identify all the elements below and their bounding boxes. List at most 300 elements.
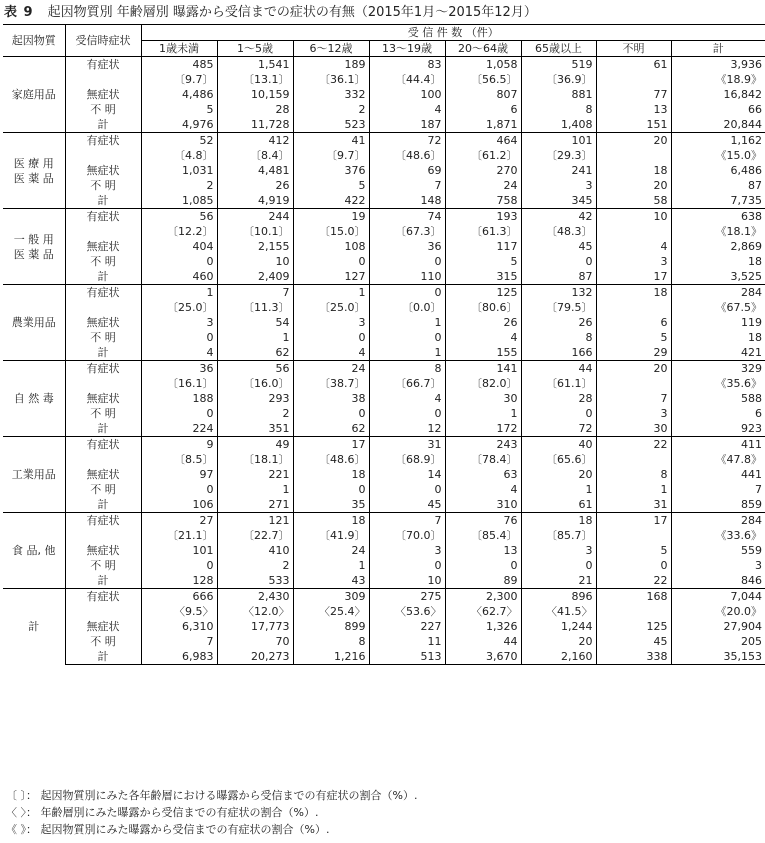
- count-cell: 26: [217, 178, 293, 193]
- count-cell: 3,525: [730, 270, 762, 283]
- count-cell: 45: [596, 634, 671, 649]
- data-table: [3, 24, 765, 665]
- count-cell: 4,919: [217, 193, 293, 209]
- count-cell: 19: [293, 209, 369, 225]
- count-cell: 243: [445, 437, 521, 453]
- row-total: [3, 421, 765, 437]
- count-cell: 63: [445, 467, 521, 482]
- percent-cell: 〔70.0〕: [369, 528, 445, 543]
- count-cell: 97: [141, 467, 217, 482]
- row-asymptomatic: [3, 619, 765, 634]
- symptom-label: 計: [65, 269, 141, 285]
- count-cell: 83: [369, 57, 445, 73]
- row-asymptomatic: [3, 87, 765, 102]
- count-cell: 4,481: [217, 163, 293, 178]
- count-cell: 117: [445, 239, 521, 254]
- count-cell: 87: [748, 179, 762, 192]
- count-cell: 106: [141, 497, 217, 513]
- count-cell: 0: [141, 482, 217, 497]
- count-cell: 3: [596, 406, 671, 421]
- row-symptomatic: [3, 209, 765, 225]
- count-cell: 4: [445, 330, 521, 345]
- count-cell: 7: [369, 513, 445, 529]
- symptom-label: 有症状: [65, 209, 141, 225]
- row-total: [3, 345, 765, 361]
- count-cell: 422: [293, 193, 369, 209]
- count-cell: 271: [217, 497, 293, 513]
- symptom-label: [65, 452, 141, 467]
- count-cell: 0: [369, 285, 445, 301]
- count-cell: 38: [293, 391, 369, 406]
- symptom-label: 不 明: [65, 102, 141, 117]
- header-age-col: 65歳以上: [521, 41, 596, 57]
- count-cell: 758: [445, 193, 521, 209]
- symptom-label: 無症状: [65, 239, 141, 254]
- percent-cell: 〔9.7〕: [141, 72, 217, 87]
- count-cell: 24: [293, 361, 369, 377]
- count-cell: 3: [369, 543, 445, 558]
- count-cell: 881: [521, 87, 596, 102]
- percent-cell: 《20.0》: [715, 605, 762, 618]
- count-cell: 128: [141, 573, 217, 589]
- count-cell: 5: [293, 178, 369, 193]
- count-cell: 14: [369, 467, 445, 482]
- percent-cell: 〔36.1〕: [293, 72, 369, 87]
- count-cell: 20: [596, 178, 671, 193]
- count-cell: 1: [445, 406, 521, 421]
- percent-cell: 〔25.0〕: [293, 300, 369, 315]
- count-cell: 30: [596, 421, 671, 437]
- count-cell: 1,031: [141, 163, 217, 178]
- percent-cell: 〔65.6〕: [521, 452, 596, 467]
- row-asymptomatic: [3, 315, 765, 330]
- symptom-label: 不 明: [65, 634, 141, 649]
- count-cell: 77: [596, 87, 671, 102]
- count-cell: 17,773: [217, 619, 293, 634]
- count-cell: 20,844: [723, 118, 762, 131]
- count-cell: 22: [596, 573, 671, 589]
- count-cell: 0: [521, 254, 596, 269]
- count-cell: 62: [217, 345, 293, 361]
- percent-cell: 〔36.9〕: [521, 72, 596, 87]
- percent-cell: 〔56.5〕: [445, 72, 521, 87]
- row-symptomatic: [3, 285, 765, 301]
- row-unknown: [3, 102, 765, 117]
- header-age-col: 20～64歳: [445, 41, 521, 57]
- symptom-label: [65, 224, 141, 239]
- symptom-label: 無症状: [65, 467, 141, 482]
- count-cell: 26: [521, 315, 596, 330]
- symptom-label: 不 明: [65, 406, 141, 421]
- count-cell: 76: [445, 513, 521, 529]
- count-cell: 666: [141, 589, 217, 605]
- count-cell: 4,976: [141, 117, 217, 133]
- count-cell: 638: [671, 209, 765, 225]
- row-total: [3, 269, 765, 285]
- count-cell: 241: [521, 163, 596, 178]
- count-cell: 5: [596, 543, 671, 558]
- count-cell: 54: [217, 315, 293, 330]
- count-cell: 2,430: [217, 589, 293, 605]
- symptom-label: 無症状: [65, 391, 141, 406]
- row-percentage: [3, 376, 765, 391]
- count-cell: 155: [445, 345, 521, 361]
- count-cell: 18: [293, 513, 369, 529]
- percent-cell: 〔78.4〕: [445, 452, 521, 467]
- count-cell: 3: [521, 543, 596, 558]
- count-cell: 42: [521, 209, 596, 225]
- symptom-label: [65, 148, 141, 163]
- header-age-col: 6～12歳: [293, 41, 369, 57]
- count-cell: 188: [141, 391, 217, 406]
- row-symptomatic: [3, 513, 765, 529]
- percent-cell: 〔10.1〕: [217, 224, 293, 239]
- count-cell: 4,486: [141, 87, 217, 102]
- row-total: [3, 649, 765, 665]
- percent-cell: 〔18.1〕: [217, 452, 293, 467]
- count-cell: 412: [217, 133, 293, 149]
- count-cell: 27,904: [723, 620, 762, 633]
- count-cell: 49: [217, 437, 293, 453]
- count-cell: 3: [596, 254, 671, 269]
- count-cell: 1: [293, 285, 369, 301]
- row-symptomatic: [3, 589, 765, 605]
- header-age-col: 1～5歳: [217, 41, 293, 57]
- count-cell: 10: [217, 254, 293, 269]
- percent-cell: 〔61.2〕: [445, 148, 521, 163]
- symptom-label: 有症状: [65, 285, 141, 301]
- header-age-col: 不明: [596, 41, 671, 57]
- count-cell: 1,162: [671, 133, 765, 149]
- count-cell: 7: [369, 178, 445, 193]
- substance-category: 家庭用品: [3, 57, 65, 133]
- count-cell: 10: [369, 573, 445, 589]
- row-percentage: [3, 452, 765, 467]
- substance-category: 計: [3, 589, 65, 665]
- percent-cell: 〔48.6〕: [369, 148, 445, 163]
- count-cell: 6,983: [141, 649, 217, 665]
- count-cell: 519: [521, 57, 596, 73]
- count-cell: 12: [369, 421, 445, 437]
- row-symptomatic: [3, 133, 765, 149]
- count-cell: 5: [596, 330, 671, 345]
- count-cell: 13: [445, 543, 521, 558]
- count-cell: 44: [445, 634, 521, 649]
- count-cell: 404: [141, 239, 217, 254]
- count-cell: 6: [755, 407, 762, 420]
- row-unknown: [3, 558, 765, 573]
- percent-cell: 〔44.4〕: [369, 72, 445, 87]
- count-cell: 513: [369, 649, 445, 665]
- count-cell: 7: [755, 483, 762, 496]
- symptom-label: 無症状: [65, 315, 141, 330]
- percent-cell: 〈9.5〉: [141, 604, 217, 619]
- count-cell: 8: [596, 467, 671, 482]
- percent-cell: 《18.9》: [715, 73, 762, 86]
- percent-cell: 〔8.5〕: [141, 452, 217, 467]
- count-cell: 7: [596, 391, 671, 406]
- symptom-label: 計: [65, 649, 141, 665]
- count-cell: 87: [521, 269, 596, 285]
- row-unknown: [3, 254, 765, 269]
- count-cell: 275: [369, 589, 445, 605]
- count-cell: 56: [217, 361, 293, 377]
- count-cell: 8: [521, 330, 596, 345]
- count-cell: 20,273: [217, 649, 293, 665]
- count-cell: 30: [445, 391, 521, 406]
- count-cell: 61: [596, 57, 671, 73]
- count-cell: 351: [217, 421, 293, 437]
- count-cell: 70: [217, 634, 293, 649]
- count-cell: 29: [596, 345, 671, 361]
- count-cell: 101: [141, 543, 217, 558]
- count-cell: 72: [521, 421, 596, 437]
- count-cell: 11: [369, 634, 445, 649]
- symptom-label: 有症状: [65, 57, 141, 73]
- count-cell: 1,408: [521, 117, 596, 133]
- count-cell: 121: [217, 513, 293, 529]
- count-cell: 119: [741, 316, 762, 329]
- header-age-col: 13～19歳: [369, 41, 445, 57]
- percent-cell: 《67.5》: [715, 301, 762, 314]
- count-cell: 523: [293, 117, 369, 133]
- count-cell: 441: [741, 468, 762, 481]
- count-cell: 3,936: [671, 57, 765, 73]
- count-cell: 2,155: [217, 239, 293, 254]
- percent-cell: 〔80.6〕: [445, 300, 521, 315]
- count-cell: 4: [141, 345, 217, 361]
- count-cell: 10: [596, 209, 671, 225]
- symptom-label: 無症状: [65, 163, 141, 178]
- percent-cell: [596, 300, 671, 315]
- count-cell: 18: [748, 331, 762, 344]
- count-cell: 533: [217, 573, 293, 589]
- row-percentage: [3, 224, 765, 239]
- count-cell: 1: [217, 330, 293, 345]
- count-cell: 244: [217, 209, 293, 225]
- percent-cell: 〔4.8〕: [141, 148, 217, 163]
- substance-category: 農業用品: [3, 285, 65, 361]
- percent-cell: 〔16.0〕: [217, 376, 293, 391]
- count-cell: 376: [293, 163, 369, 178]
- row-percentage: [3, 72, 765, 87]
- symptom-label: [65, 72, 141, 87]
- percent-cell: 《18.1》: [715, 225, 762, 238]
- substance-category: 一 般 用 医 薬 品: [3, 209, 65, 285]
- count-cell: 1: [369, 315, 445, 330]
- percent-cell: 〔25.0〕: [141, 300, 217, 315]
- percent-cell: 〔11.3〕: [217, 300, 293, 315]
- count-cell: 66: [748, 103, 762, 116]
- count-cell: 7,044: [671, 589, 765, 605]
- percent-cell: 〔15.0〕: [293, 224, 369, 239]
- count-cell: 18: [596, 285, 671, 301]
- count-cell: 141: [445, 361, 521, 377]
- count-cell: 5: [445, 254, 521, 269]
- percent-cell: 〔67.3〕: [369, 224, 445, 239]
- percent-cell: 〈53.6〉: [369, 604, 445, 619]
- symptom-label: 不 明: [65, 482, 141, 497]
- symptom-label: 計: [65, 193, 141, 209]
- percent-cell: [596, 452, 671, 467]
- symptom-label: 有症状: [65, 361, 141, 377]
- count-cell: 224: [141, 421, 217, 437]
- count-cell: 43: [293, 573, 369, 589]
- table-title-text: 起因物質別 年齢層別 曝露から受信までの症状の有無（2015年1月～2015年12月）: [47, 5, 537, 20]
- symptom-label: 計: [65, 497, 141, 513]
- count-cell: 8: [369, 361, 445, 377]
- count-cell: 7,735: [730, 194, 762, 207]
- count-cell: 2,300: [445, 589, 521, 605]
- count-cell: 132: [521, 285, 596, 301]
- percent-cell: 〈12.0〉: [217, 604, 293, 619]
- count-cell: 1: [217, 482, 293, 497]
- row-percentage: [3, 528, 765, 543]
- symptom-label: 有症状: [65, 513, 141, 529]
- header-substance: 起因物質: [3, 25, 65, 57]
- count-cell: 329: [671, 361, 765, 377]
- table-title: [4, 3, 537, 23]
- percent-cell: 《33.6》: [715, 529, 762, 542]
- count-cell: 17: [596, 513, 671, 529]
- count-cell: 2,869: [730, 240, 762, 253]
- count-cell: 21: [521, 573, 596, 589]
- count-cell: 4: [369, 102, 445, 117]
- count-cell: 148: [369, 193, 445, 209]
- count-cell: 332: [293, 87, 369, 102]
- count-cell: 20: [521, 467, 596, 482]
- header-group-title: 受 信 件 数 （件）: [141, 25, 765, 41]
- count-cell: 193: [445, 209, 521, 225]
- row-percentage: [3, 604, 765, 619]
- count-cell: 89: [445, 573, 521, 589]
- count-cell: 24: [293, 543, 369, 558]
- count-cell: 6,486: [730, 164, 762, 177]
- row-symptomatic: [3, 57, 765, 73]
- count-cell: 2: [141, 178, 217, 193]
- count-cell: 58: [596, 193, 671, 209]
- count-cell: 421: [741, 346, 762, 359]
- count-cell: 309: [293, 589, 369, 605]
- count-cell: 0: [521, 558, 596, 573]
- symptom-label: 不 明: [65, 558, 141, 573]
- symptom-label: 計: [65, 117, 141, 133]
- count-cell: 35: [293, 497, 369, 513]
- percent-cell: [596, 528, 671, 543]
- percent-cell: 〔48.6〕: [293, 452, 369, 467]
- count-cell: 315: [445, 269, 521, 285]
- count-cell: 0: [369, 254, 445, 269]
- symptom-label: 計: [65, 345, 141, 361]
- row-total: [3, 497, 765, 513]
- percent-cell: 〈41.5〉: [521, 604, 596, 619]
- count-cell: 62: [293, 421, 369, 437]
- count-cell: 22: [596, 437, 671, 453]
- percent-cell: 〔61.3〕: [445, 224, 521, 239]
- percent-cell: 〔9.7〕: [293, 148, 369, 163]
- count-cell: 923: [741, 422, 762, 435]
- footnote: 〈 〉： 年齢層別にみた曝露から受信までの有症状の割合（%）.: [6, 806, 319, 819]
- count-cell: 1: [521, 482, 596, 497]
- count-cell: 1,058: [445, 57, 521, 73]
- count-cell: 1,216: [293, 649, 369, 665]
- percent-cell: 〔61.1〕: [521, 376, 596, 391]
- count-cell: 0: [369, 558, 445, 573]
- count-cell: 127: [293, 269, 369, 285]
- count-cell: 4: [293, 345, 369, 361]
- percent-cell: [596, 376, 671, 391]
- count-cell: 6,310: [141, 619, 217, 634]
- row-asymptomatic: [3, 391, 765, 406]
- count-cell: 18: [521, 513, 596, 529]
- count-cell: 20: [596, 133, 671, 149]
- count-cell: 18: [748, 255, 762, 268]
- count-cell: 411: [671, 437, 765, 453]
- count-cell: 221: [217, 467, 293, 482]
- percent-cell: 〔85.4〕: [445, 528, 521, 543]
- percent-cell: 《15.0》: [715, 149, 762, 162]
- row-unknown: [3, 482, 765, 497]
- count-cell: 36: [369, 239, 445, 254]
- count-cell: 40: [521, 437, 596, 453]
- count-cell: 0: [293, 482, 369, 497]
- count-cell: 293: [217, 391, 293, 406]
- count-cell: 2,160: [521, 649, 596, 665]
- count-cell: 24: [445, 178, 521, 193]
- count-cell: 859: [741, 498, 762, 511]
- count-cell: 45: [369, 497, 445, 513]
- count-cell: 3: [141, 315, 217, 330]
- symptom-label: [65, 528, 141, 543]
- count-cell: 0: [141, 406, 217, 421]
- percent-cell: 〔29.3〕: [521, 148, 596, 163]
- count-cell: 0: [369, 482, 445, 497]
- row-total: [3, 573, 765, 589]
- count-cell: 2,409: [217, 269, 293, 285]
- substance-category: 自 然 毒: [3, 361, 65, 437]
- percent-cell: [596, 604, 671, 619]
- count-cell: 27: [141, 513, 217, 529]
- count-cell: 11,728: [217, 117, 293, 133]
- row-unknown: [3, 634, 765, 649]
- count-cell: 28: [217, 102, 293, 117]
- count-cell: 9: [141, 437, 217, 453]
- row-unknown: [3, 406, 765, 421]
- count-cell: 8: [521, 102, 596, 117]
- substance-category: 医 療 用 医 薬 品: [3, 133, 65, 209]
- count-cell: 345: [521, 193, 596, 209]
- count-cell: 0: [369, 330, 445, 345]
- count-cell: 0: [445, 558, 521, 573]
- count-cell: 4: [596, 239, 671, 254]
- substance-category: 工業用品: [3, 437, 65, 513]
- count-cell: 3,670: [445, 649, 521, 665]
- count-cell: 2: [293, 102, 369, 117]
- count-cell: 125: [596, 619, 671, 634]
- count-cell: 1,085: [141, 193, 217, 209]
- table-number: 表 9: [4, 5, 34, 20]
- count-cell: 5: [141, 102, 217, 117]
- count-cell: 270: [445, 163, 521, 178]
- count-cell: 0: [369, 406, 445, 421]
- percent-cell: 《47.8》: [715, 453, 762, 466]
- count-cell: 101: [521, 133, 596, 149]
- percent-cell: 〔12.2〕: [141, 224, 217, 239]
- count-cell: 1: [596, 482, 671, 497]
- percent-cell: [596, 72, 671, 87]
- symptom-label: 計: [65, 573, 141, 589]
- row-percentage: [3, 148, 765, 163]
